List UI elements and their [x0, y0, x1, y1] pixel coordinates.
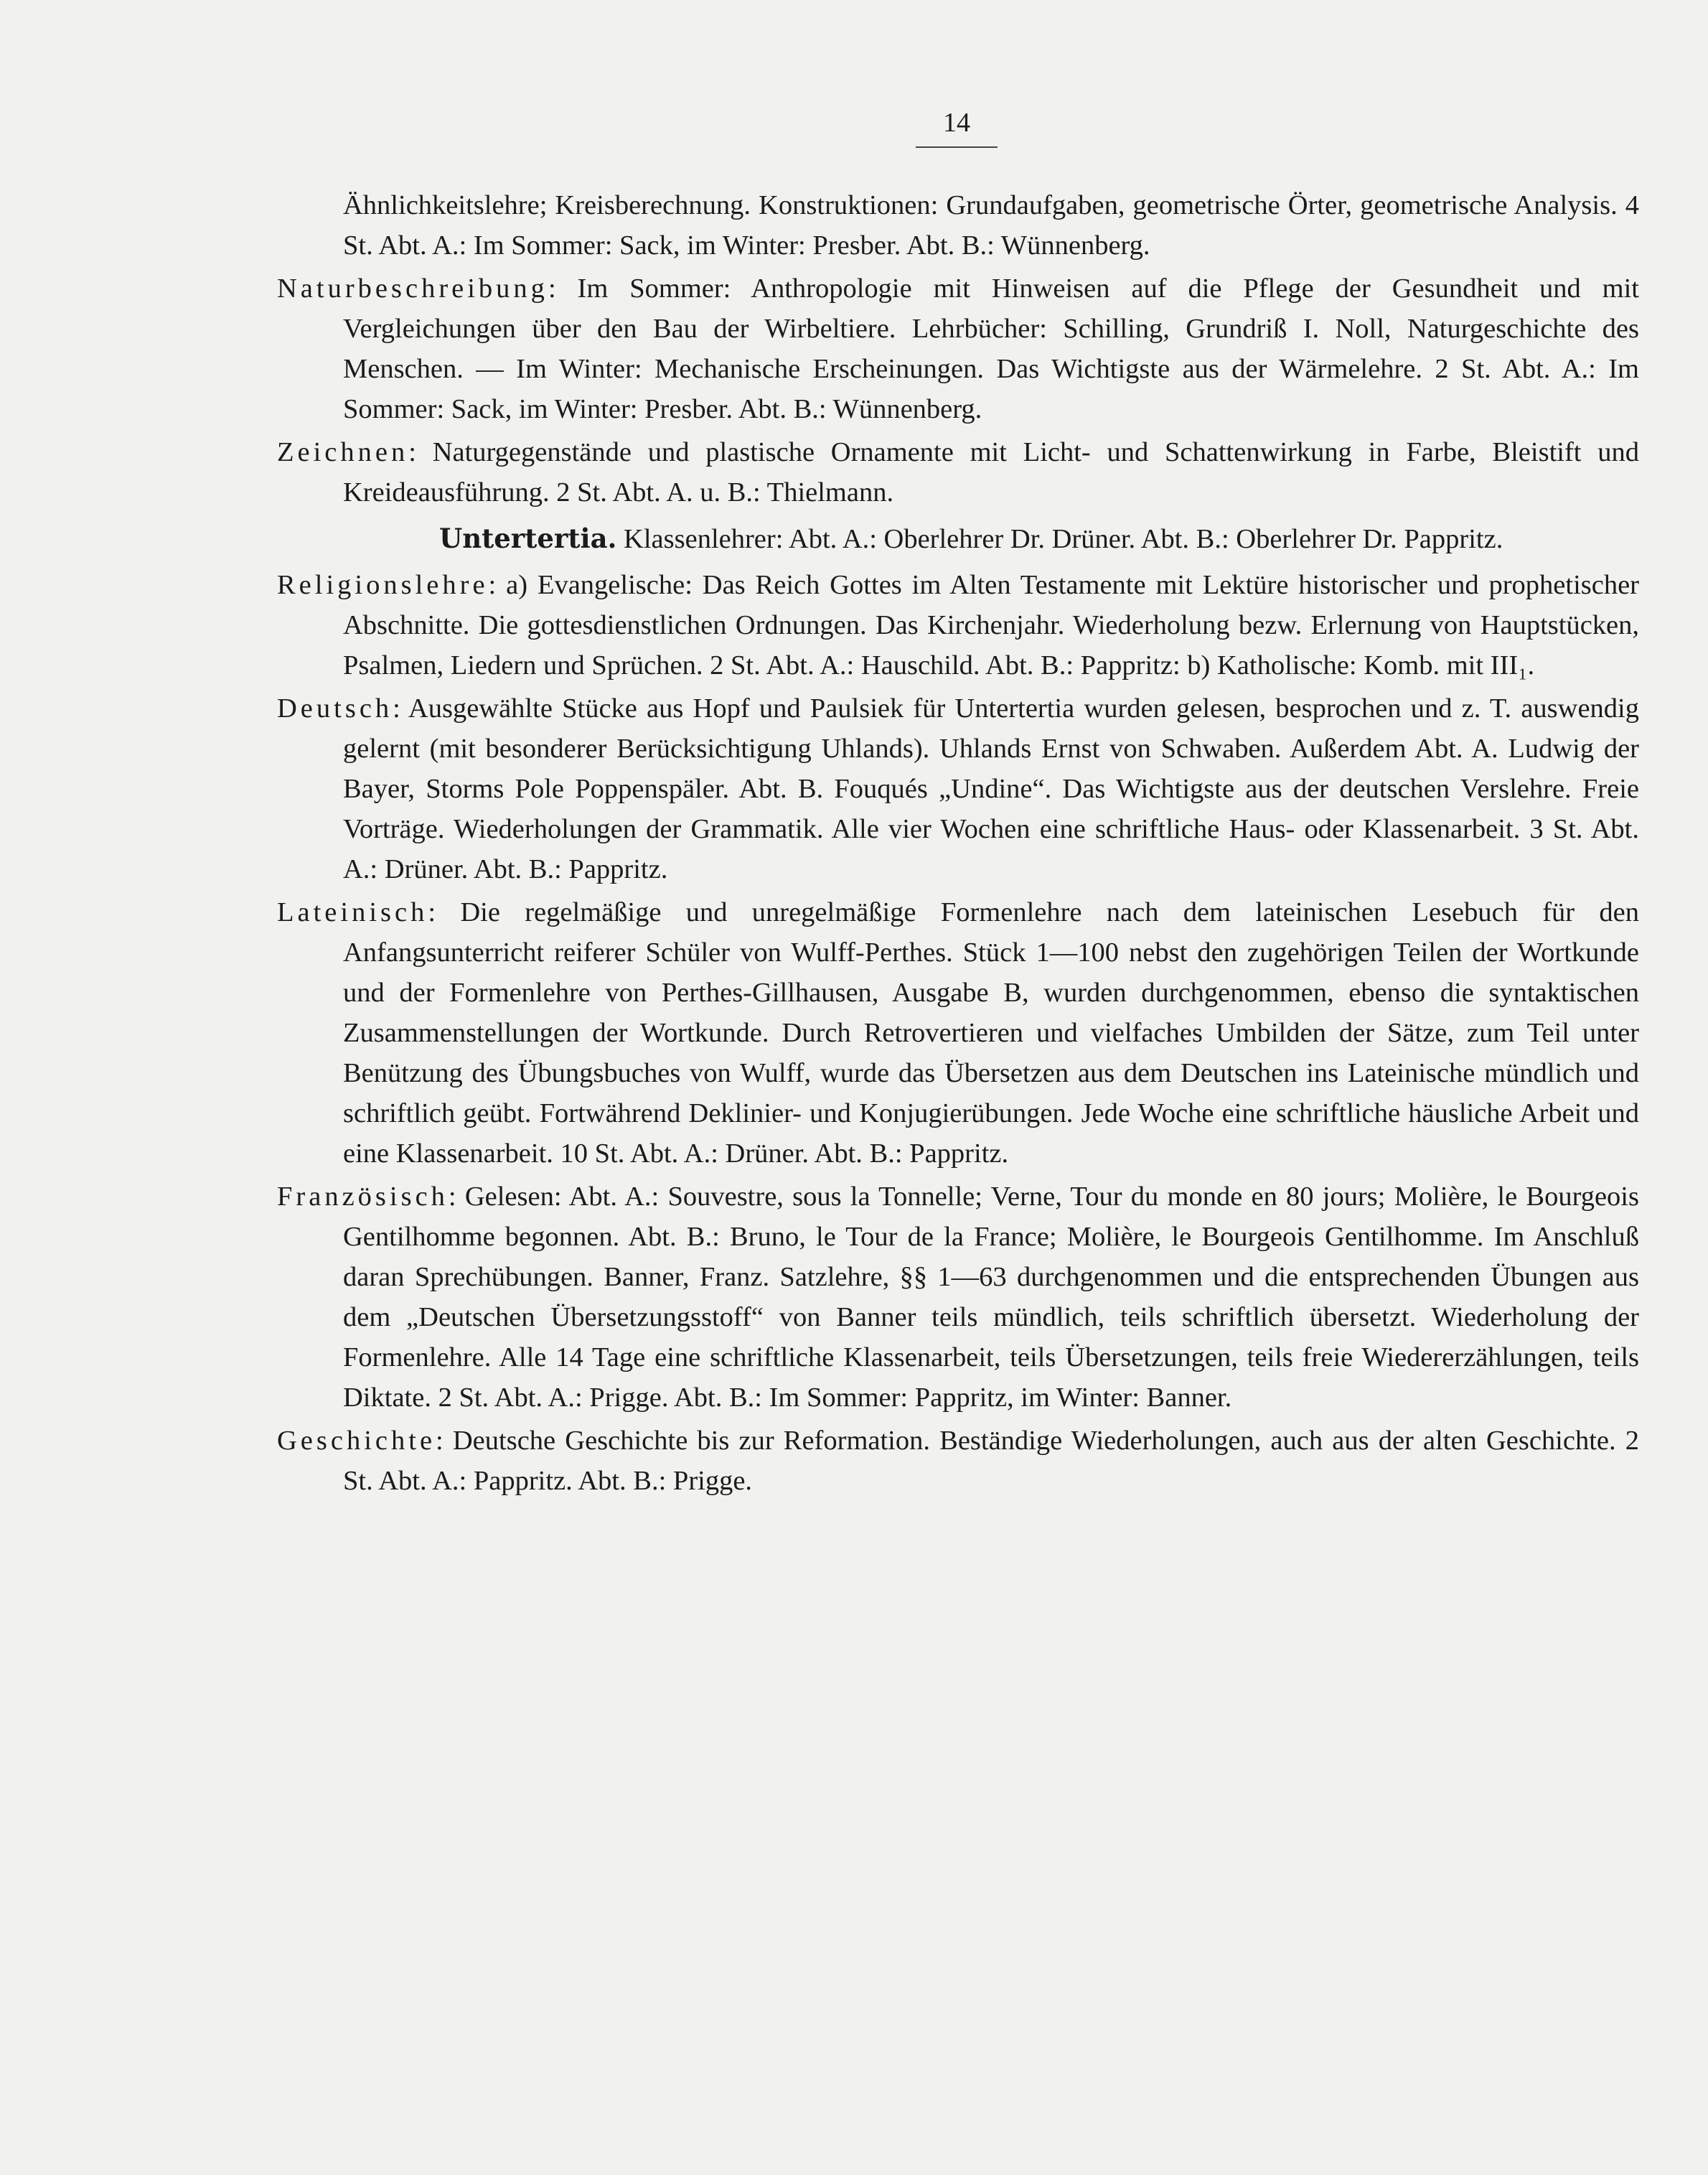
paragraph-text: Ähnlichkeitslehre; Kreisberechnung. Konstruktionen: Grundaufgaben, geometrische Örter, geometrische Analysis. 4 St. Abt. A.: Im Sommer: Sack, im Winter: Presber. Abt. B.: Wünnenberg. [343, 190, 1639, 261]
paragraph-franzoesisch [277, 1177, 1639, 1418]
page-number-rule [916, 146, 998, 148]
paragraph-deutsch [277, 688, 1639, 889]
subject-heading: Lateinisch [277, 897, 428, 927]
paragraph-text: : Naturgegenstände und plastische Ornamente mit Licht- und Schattenwirkung in Farbe, Bleistift und Kreideausführung. 2 St. Abt. A. u. B.: Thielmann. [343, 437, 1639, 508]
section-heading: Untertertia. [439, 523, 617, 554]
paragraph-text: : Ausgewählte Stücke aus Hopf und Paulsiek für Untertertia wurden gelesen, besprochen und z. T. auswendig gelernt (mit besonderer Berücksichtigung Uhlands). Uhlands Ernst von Schwaben. Außerdem Abt. A. Ludwig der Bayer, Storms Pole Poppenspäler. Abt. B. Fouqués „Undine“. Das Wichtigste aus der deutschen Verslehre. Freie Vorträge. Wiederholungen der Grammatik. Alle vier Wochen eine schriftliche Haus- oder Klassenarbeit. 3 St. Abt. A.: Drüner. Abt. B.: Pappritz. [343, 693, 1639, 884]
page-number: 14 [943, 108, 970, 138]
subject-heading: Geschichte [277, 1426, 436, 1456]
paragraph-lateinisch [277, 892, 1639, 1174]
paragraph-text: : a) Evangelische: Das Reich Gottes im Alten Testamente mit Lektüre historischer und prophetischer Abschnitte. Die gottesdienstlichen Ordnungen. Das Kirchenjahr. Wiederholung bezw. Erlernung von Hauptstücken, Psalmen, Liedern und Sprüchen. 2 St. Abt. A.: Hauschild. Abt. B.: Pappritz: b) Katholische: Komb. mit III₁. [343, 570, 1639, 680]
subject-heading: Religionslehre [277, 570, 489, 600]
document-body [277, 185, 1639, 1504]
subject-heading: Naturbeschreibung [277, 273, 548, 304]
subject-heading: Deutsch [277, 693, 393, 724]
subject-heading: Zeichnen [277, 437, 409, 467]
paragraph-continuation [277, 185, 1639, 266]
section-text: Klassenlehrer: Abt. A.: Oberlehrer Dr. Drüner. Abt. B.: Oberlehrer Dr. Pappritz. [624, 524, 1503, 554]
paragraph-text: : Im Sommer: Anthropologie mit Hinweisen auf die Pflege der Gesundheit und mit Vergleichungen über den Bau der Wirbeltiere. Lehrbücher: Schilling, Grundriß I. Noll, Naturgeschichte des Menschen. — Im Winter: Mechanische Erscheinungen. Das Wichtigste aus der Wärmelehre. 2 St. Abt. A.: Im Sommer: Sack, im Winter: Presber. Abt. B.: Wünnenberg. [343, 273, 1639, 424]
paragraph-zeichnen [277, 432, 1639, 513]
paragraph-text: : Gelesen: Abt. A.: Souvestre, sous la Tonnelle; Verne, Tour du monde en 80 jours; Molière, le Bourgeois Gentilhomme begonnen. Abt. B.: Bruno, le Tour de la France; Molière, le Bourgeois Gentilhomme. Im Anschluß daran Sprechübungen. Banner, Franz. Satzlehre, §§ 1—63 durchgenommen und die entsprechenden Übungen aus dem „Deutschen Übersetzungsstoff“ von Banner teils mündlich, teils schriftlich übersetzt. Wiederholung der Formenlehre. Alle 14 Tage eine schriftliche Klassenarbeit, teils Übersetzungen, teils freie Wiedererzählungen, teils Diktate. 2 St. Abt. A.: Prigge. Abt. B.: Im Sommer: Pappritz, im Winter: Banner. [343, 1182, 1639, 1413]
subject-heading: Französisch [277, 1182, 449, 1212]
paragraph-religionslehre [277, 565, 1639, 686]
paragraph-naturbeschreibung [277, 268, 1639, 429]
paragraph-text: : Deutsche Geschichte bis zur Reformation. Beständige Wiederholungen, auch aus der alten Geschichte. 2 St. Abt. A.: Pappritz. Abt. B.: Prigge. [343, 1426, 1639, 1496]
section-untertertia [277, 518, 1639, 559]
paragraph-text: : Die regelmäßige und unregelmäßige Formenlehre nach dem lateinischen Lesebuch für den Anfangsunterricht reiferer Schüler von Wulff-Perthes. Stück 1—100 nebst den zugehörigen Teilen der Wortkunde und der Formenlehre von Perthes-Gillhausen, Ausgabe B, wurden durchgenommen, ebenso die syntaktischen Zusammenstellungen der Wortkunde. Durch Retrovertieren und vielfaches Umbilden der Sätze, zum Teil unter Benützung des Übungsbuches von Wulff, wurde das Übersetzen aus dem Deutschen ins Lateinische mündlich und schriftlich geübt. Fortwährend Deklinier- und Konjugierübungen. Jede Woche eine schriftliche häusliche Arbeit und eine Klassenarbeit. 10 St. Abt. A.: Drüner. Abt. B.: Pappritz. [343, 897, 1639, 1169]
paragraph-geschichte [277, 1421, 1639, 1501]
